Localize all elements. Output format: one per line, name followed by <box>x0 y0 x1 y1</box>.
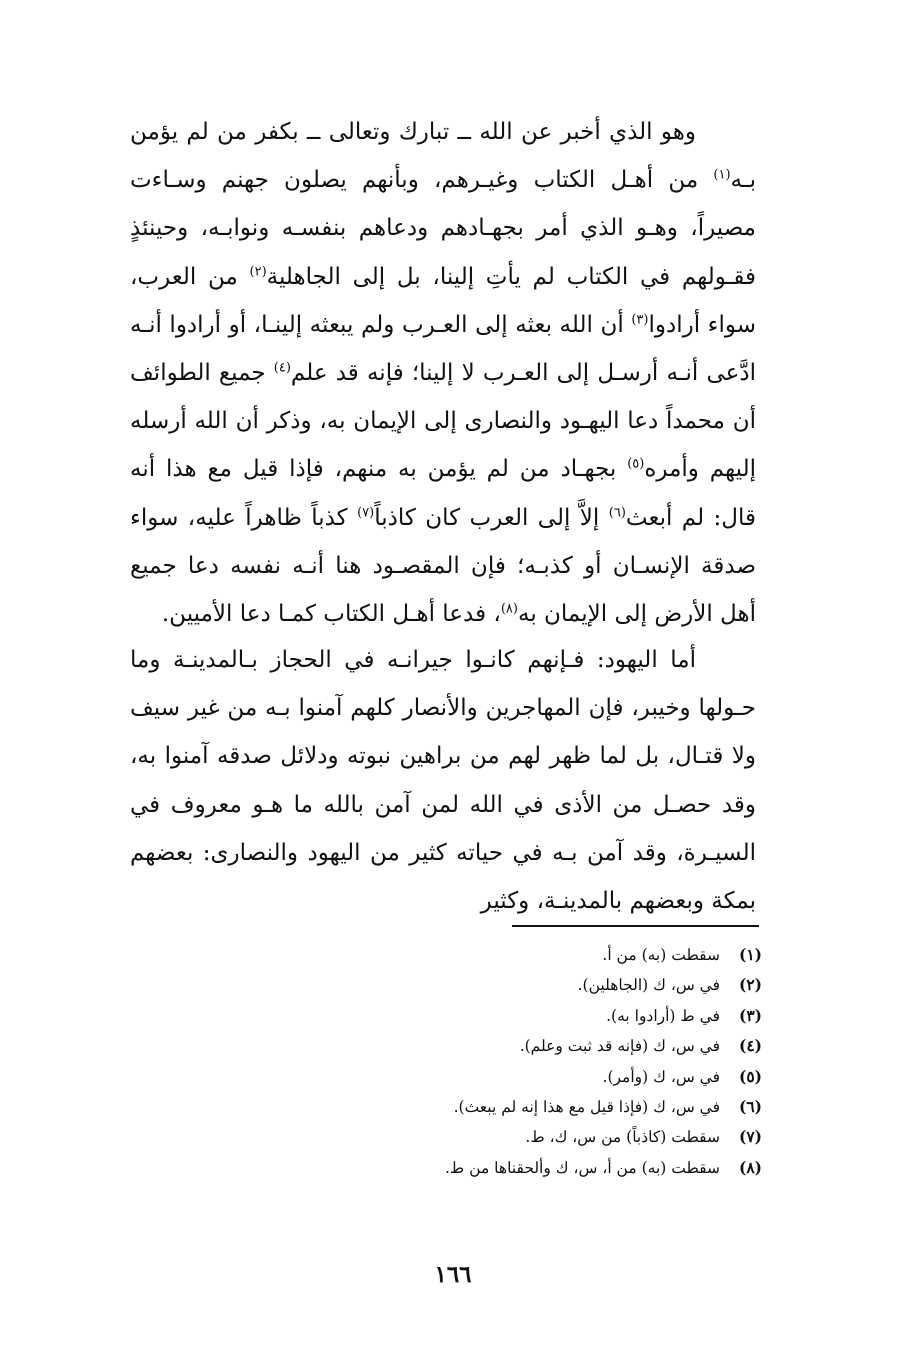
paragraph-1-content <box>130 119 756 627</box>
footnote-number: (٦) <box>738 1097 762 1117</box>
footnote-text: في س، ك (وأمر). <box>602 1067 720 1086</box>
footnote-number: (١) <box>738 945 762 964</box>
footnote-number: (٢) <box>738 975 762 995</box>
footnote-text: في ط (أرادوا به). <box>606 1006 720 1025</box>
footnote-text: في س، ك (فإذا قيل مع هذا إنه لم يبعث). <box>453 1098 720 1117</box>
footnote-item <box>300 1031 762 1061</box>
paragraph-text: من أهـل الكتاب وغيـرهم، وبأنهم يصلون جهنم وسـاءت مصيراً، وهـو الذي أمر بجهـادهم ودعاهم بنفسـه ونوابـه، وحينئذٍ فقـولهم في الكتاب لم يأتِ إلينا، بل إلى الجاهلية <box>130 167 757 290</box>
body-paragraph-2 <box>130 636 756 925</box>
footnote-text: في س، ك (الجاهلين). <box>577 976 720 995</box>
footnotes-list <box>300 940 762 1183</box>
footnote-number: (٧) <box>738 1127 762 1147</box>
paragraph-text: إلاَّ إلى العرب كان كاذباً <box>374 504 609 531</box>
footnote-item <box>300 940 762 970</box>
footnote-number: (٣) <box>738 1005 762 1025</box>
footnote-text: سقطت (به) من أ، س، ك وألحقناها من ط. <box>444 1158 720 1177</box>
footnote-number: (٤) <box>738 1036 762 1056</box>
footnote-marker: (٧) <box>357 504 375 520</box>
footnote-item <box>300 970 762 1000</box>
footnote-text: سقطت (به) من أ. <box>602 946 720 964</box>
footnote-marker: (٣) <box>631 312 649 328</box>
footnote-marker: (٥) <box>627 456 645 472</box>
footnote-marker: (١) <box>713 167 731 183</box>
footnote-item <box>300 1001 762 1031</box>
paragraph-text: جميع الطوائف أن محمداً دعا اليهـود والنصارى إلى الإيمان به، وذكر أن الله أرسله إليهم وأمره <box>130 360 756 483</box>
paragraph-text: وهو الذي أخبر عن الله ــ تبارك وتعالى ــ بكفر من لم يؤمن بـه <box>130 119 756 194</box>
footnote-item <box>300 1153 762 1183</box>
footnote-item <box>300 1062 762 1092</box>
footnote-item <box>300 1122 762 1152</box>
body-paragraph-1 <box>130 108 756 638</box>
footnote-item <box>300 1092 762 1122</box>
footnote-text: في س، ك (فإنه قد ثبت وعلم). <box>519 1037 720 1056</box>
footnote-text: سقطت (كاذباً) من س، ك، ط. <box>525 1128 720 1147</box>
paragraph-text: ، فدعا أهـل الكتاب كمـا دعا الأميين. <box>161 601 501 628</box>
footnote-number: (٥) <box>738 1066 762 1086</box>
page-number: ١٦٦ <box>434 1261 472 1288</box>
paragraph-text: كذباً ظاهراً عليه، سواء صدقة الإنسـان أو كذبـه؛ فإن المقصـود هنا أنـه نفسه دعا جميع أهل الأرض إلى الإيمان به <box>130 504 756 628</box>
footnote-marker: (٨) <box>500 601 518 617</box>
footnote-marker: (٦) <box>608 504 626 520</box>
footnote-separator <box>512 925 759 927</box>
footnote-number: (٨) <box>738 1157 762 1177</box>
footnote-marker: (٢) <box>249 263 267 279</box>
paragraph-text: أن الله بعثه إلى العـرب ولم يبعثه إلينـا، أو أرادوا أنـه ادَّعى أنـه أرسـل إلى العـرب لا إلينا؛ فإنه قد علم <box>130 311 756 387</box>
paragraph-text: بجهـاد من لم يؤمن به منهم، فإذا قيل مع هذا أنه قال: لم أبعث <box>130 456 757 531</box>
footnote-marker: (٤) <box>273 360 291 376</box>
paragraph-text: من العرب، سواء أرادوا <box>130 263 757 338</box>
paragraph-2-content <box>130 647 756 914</box>
paragraph-text: أما اليهود: فـإنهم كانـوا جيرانـه في الحجاز بـالمدينـة وما حـولها وخيبر، فإن المهاجرين والأنصار كلهم آمنوا بـه من غير سيف ولا قتـال، بل لما ظهر لهم من براهين نبوته ودلائل صدقه آمنوا به، وقد حصـل من الأذى في الله لمن آمن بالله ما هـو معروف في السيـرة، وقد آمن بـه في حياته كثير من اليهود والنصارى: بعضهم بمكة وبعضهم بالمدينـة، وكثير <box>130 647 756 915</box>
